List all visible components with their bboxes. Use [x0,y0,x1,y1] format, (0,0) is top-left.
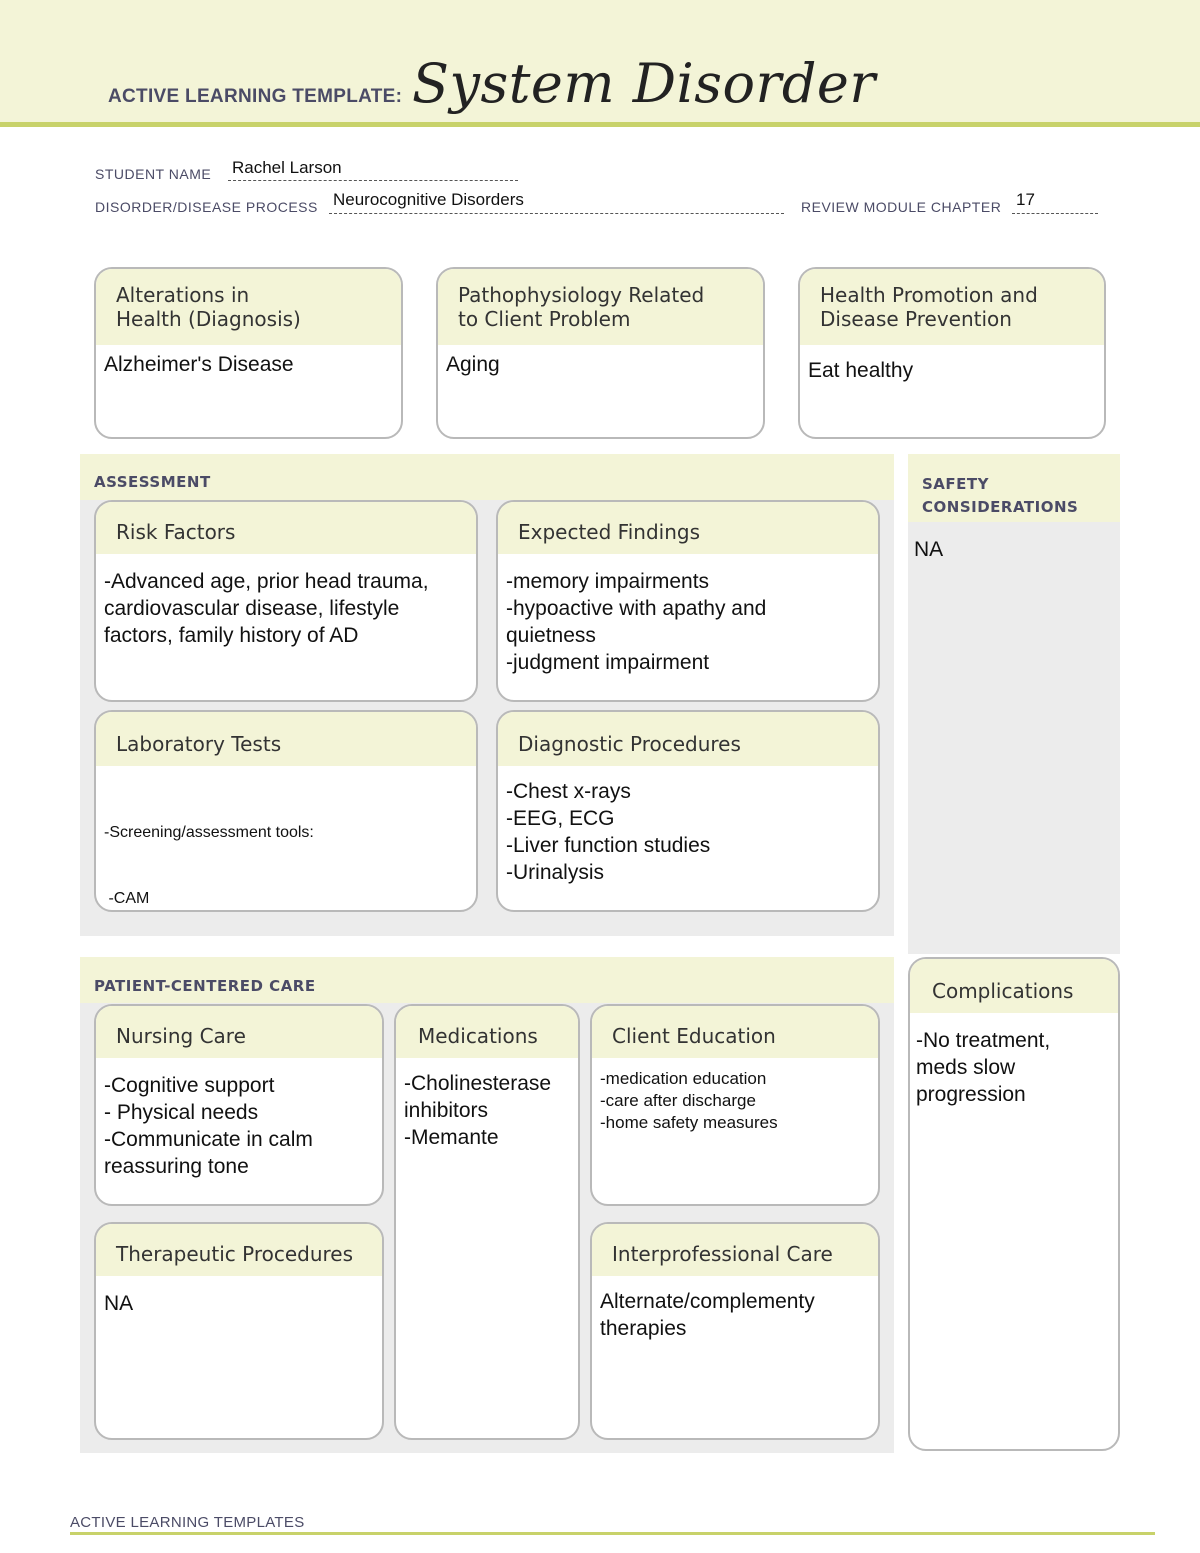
interprofessional-care-line: therapies [600,1317,687,1340]
alterations-box [94,267,403,439]
footer-text: ACTIVE LEARNING TEMPLATES [70,1514,305,1531]
nursing-care-content[interactable] [96,1058,382,1186]
footer-divider [70,1532,1155,1535]
complications-line: progression [916,1083,1026,1106]
health-promotion-title-line1: Health Promotion and [820,283,1038,307]
disorder-label: DISORDER/DISEASE PROCESS [95,199,318,215]
interprofessional-care-box [590,1222,880,1440]
risk-factors-line: -Advanced age, prior head trauma, [104,570,429,593]
risk-factors-line: cardiovascular disease, lifestyle [104,597,400,620]
nursing-care-line: -Cognitive support [104,1074,275,1097]
health-promotion-title-line2: Disease Prevention [820,307,1012,331]
interprofessional-care-content[interactable] [592,1276,878,1348]
expected-findings-line: -memory impairments [506,570,710,593]
disorder-underline [329,213,784,214]
assessment-label: ASSESSMENT [94,473,211,491]
laboratory-tests-box [94,710,478,912]
alterations-content[interactable]: Alzheimer's Disease [104,353,294,376]
diagnostic-procedures-line: -Liver function studies [506,834,711,857]
pathophysiology-header [438,269,763,345]
page-title: System Disorder [412,52,876,115]
client-education-content[interactable] [592,1058,878,1140]
client-education-box [590,1004,880,1206]
client-education-line: -medication education [600,1069,767,1088]
health-promotion-header [800,269,1104,345]
safety-content[interactable]: NA [914,538,944,561]
therapeutic-procedures-box [94,1222,384,1440]
medications-title: Medications [396,1006,578,1058]
alterations-header [96,269,401,345]
pathophysiology-box [436,267,765,439]
laboratory-tests-line: -CAM [104,890,150,907]
pathophysiology-title-line1: Pathophysiology Related [458,283,705,307]
health-promotion-box [798,267,1106,439]
safety-label-line2: CONSIDERATIONS [922,498,1079,516]
diagnostic-procedures-line: -EEG, ECG [506,807,615,830]
nursing-care-title: Nursing Care [96,1006,382,1058]
risk-factors-title: Risk Factors [96,502,476,554]
complications-title: Complications [910,959,1118,1013]
student-name-label: STUDENT NAME [95,166,212,182]
chapter-label: REVIEW MODULE CHAPTER [801,199,1002,215]
risk-factors-content[interactable] [96,554,476,655]
student-name-value[interactable]: Rachel Larson [232,158,342,177]
disorder-value[interactable]: Neurocognitive Disorders [333,190,524,209]
nursing-care-line: - Physical needs [104,1101,259,1124]
diagnostic-procedures-title: Diagnostic Procedures [498,712,878,766]
medications-box [394,1004,580,1440]
interprofessional-care-title: Interprofessional Care [592,1224,878,1276]
pathophysiology-title-line2: to Client Problem [458,307,631,331]
laboratory-tests-title: Laboratory Tests [96,712,476,766]
complications-box [908,957,1120,1451]
diagnostic-procedures-line: -Chest x-rays [506,780,631,803]
client-education-line: -home safety measures [600,1113,778,1132]
safety-label-line1: SAFETY [922,475,989,493]
patient-care-label: PATIENT-CENTERED CARE [94,977,316,995]
template-label: ACTIVE LEARNING TEMPLATE: [108,86,403,107]
expected-findings-title: Expected Findings [498,502,878,554]
chapter-value[interactable]: 17 [1016,190,1035,209]
expected-findings-line: -hypoactive with apathy and [506,597,767,620]
safety-panel [908,454,1120,954]
safety-label [922,473,1078,519]
interprofessional-care-line: Alternate/complementy [600,1290,815,1313]
complications-content[interactable] [910,1013,1118,1114]
client-education-title: Client Education [592,1006,878,1058]
diagnostic-procedures-line: -Urinalysis [506,861,605,884]
medications-line: -Cholinesterase [404,1072,552,1095]
laboratory-tests-line: -Screening/assessment tools: [104,824,314,841]
health-promotion-content[interactable]: Eat healthy [808,359,914,382]
alterations-title-line2: Health (Diagnosis) [116,307,301,331]
nursing-care-box [94,1004,384,1206]
expected-findings-line: quietness [506,624,596,647]
complications-line: meds slow [916,1056,1016,1079]
expected-findings-content[interactable] [498,554,878,682]
medications-line: inhibitors [404,1099,489,1122]
laboratory-tests-content[interactable] [96,766,476,912]
client-education-line: -care after discharge [600,1091,756,1110]
medications-content[interactable] [396,1058,578,1157]
diagnostic-procedures-box [496,710,880,912]
therapeutic-procedures-title: Therapeutic Procedures [96,1224,382,1276]
medications-line: -Memante [404,1126,499,1149]
expected-findings-line: -judgment impairment [506,651,710,674]
nursing-care-line: -Communicate in calm [104,1128,313,1151]
diagnostic-procedures-content[interactable] [498,766,878,892]
header-divider [0,122,1200,127]
complications-line: -No treatment, [916,1029,1051,1052]
risk-factors-box [94,500,478,702]
chapter-underline [1012,213,1098,214]
nursing-care-line: reassuring tone [104,1155,249,1178]
alterations-title-line1: Alterations in [116,283,250,307]
expected-findings-box [496,500,880,702]
therapeutic-procedures-content[interactable]: NA [104,1292,134,1315]
pathophysiology-content[interactable]: Aging [446,353,500,376]
student-name-underline [228,180,518,181]
risk-factors-line: factors, family history of AD [104,624,359,647]
